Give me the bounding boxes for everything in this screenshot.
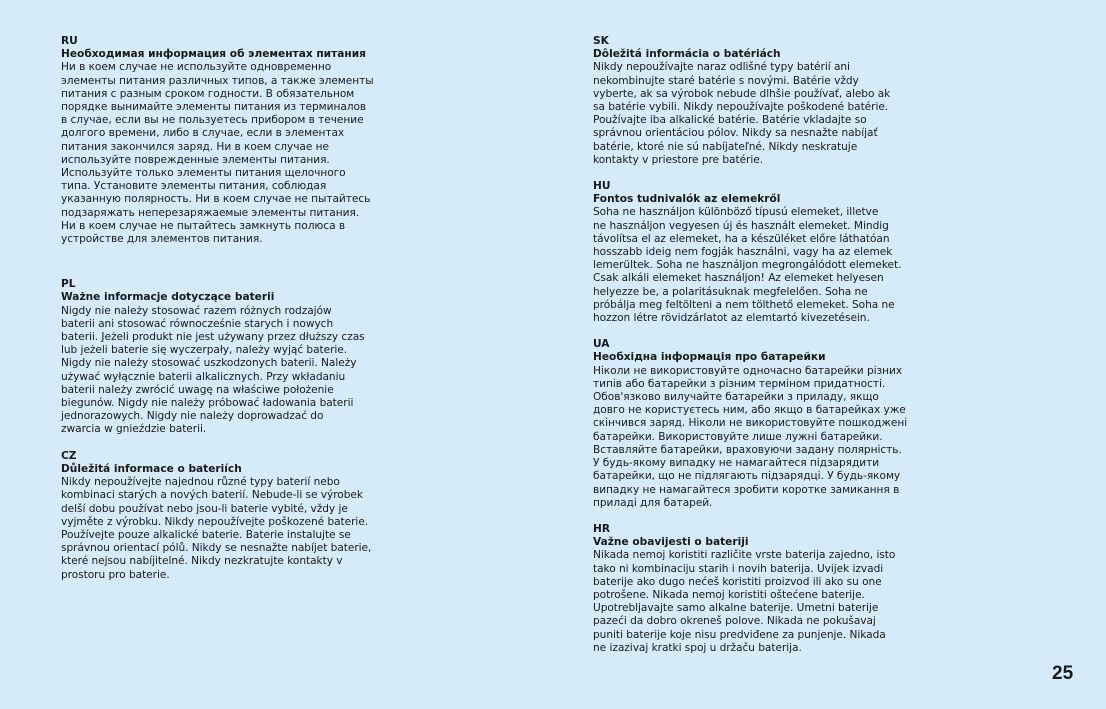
body-line: ne használjon vegyesen új és használt elemeket. Mindig xyxy=(593,219,889,232)
section-title: Необхідна інформація про батарейки xyxy=(593,351,826,364)
body-line: Nigdy nie należy stosować razem różnych rodzajów xyxy=(61,304,332,317)
section-ru xyxy=(61,35,441,246)
body-line: Upotrebljavajte samo alkalne baterije. Umetni baterije xyxy=(593,602,879,615)
body-line: указанную полярность. Ни в коем случае не пытайтесь xyxy=(61,193,371,206)
page-number: 25 xyxy=(1052,663,1074,684)
body-line: ne izazivaj kratki spoj u držaču baterija. xyxy=(593,641,802,654)
section-body xyxy=(61,305,441,437)
body-line: подзаряжать неперезаряжаемые элементы питания. xyxy=(61,206,360,219)
section-body xyxy=(593,365,973,510)
body-line: Nikdy nepoužívajte naraz odlišné typy batérií ani xyxy=(593,61,850,74)
body-line: довго не користуєтесь ним, або якщо в батарейках уже xyxy=(593,404,906,417)
right-column xyxy=(593,35,973,655)
section-ua xyxy=(593,338,973,510)
body-line: элементы питания различных типов, а также элементы xyxy=(61,74,374,87)
body-line: Используйте только элементы питания щелочного xyxy=(61,167,346,180)
body-line: батарейки, що не підлягають підзарядці. У будь-якому xyxy=(593,470,901,483)
body-line: У будь-якому випадку не намагайтеся підзарядити xyxy=(593,457,880,470)
section-body xyxy=(593,206,973,325)
body-line: kontakty v priestore pre batérie. xyxy=(593,153,764,166)
language-code: CZ xyxy=(61,449,77,462)
body-line: biegunów. Nigdy nie należy próbować ładowania baterii xyxy=(61,397,354,410)
body-line: Nikada nemoj koristiti različite vrste baterija zajedno, isto xyxy=(593,549,896,562)
section-title: Ważne informacje dotyczące baterii xyxy=(61,291,275,304)
language-code: HR xyxy=(593,522,611,535)
body-line: в случае, если вы не пользуетесь прибором в течение xyxy=(61,114,364,127)
body-line: питания закончился заряд. Ни в коем случае не xyxy=(61,140,329,153)
body-line: Ни в коем случае не используйте одновременно xyxy=(61,61,332,74)
body-line: hosszabb ideig nem fogják használni, vagy ha az elemek xyxy=(593,246,893,259)
body-line: Обов'язково вилучайте батарейки з приладу, якщо xyxy=(593,391,879,404)
section-pl xyxy=(61,278,441,436)
body-line: Používajte iba alkalické batérie. Batérie vkladajte so xyxy=(593,114,867,127)
section-title: Važne obavijesti o bateriji xyxy=(593,536,749,549)
body-line: které nejsou nabíjitelné. Nikdy nezkratujte kontakty v xyxy=(61,555,343,568)
section-cz xyxy=(61,450,441,582)
body-line: helyezze be, a polaritásuknak megfelelően. Soha ne xyxy=(593,285,868,298)
body-line: pazeći da dobro okreneš polove. Nikada ne pokušavaj xyxy=(593,615,876,628)
language-code: RU xyxy=(61,35,78,47)
body-line: nekombinujte staré batérie s novými. Batérie vždy xyxy=(593,74,859,87)
body-line: delší dobu používat nebo jsou-li baterie vybité, vždy je xyxy=(61,502,348,515)
body-line: prostoru pro baterie. xyxy=(61,568,170,581)
body-line: używać wyłącznie baterii alkalicznych. Przy wkładaniu xyxy=(61,370,346,383)
body-line: správnou orientací pólů. Nikdy se nesnažte nabíjet baterie, xyxy=(61,542,372,555)
body-line: sa batérie vybili. Nikdy nepoužívajte poškodené batérie. xyxy=(593,101,889,114)
body-line: Вставляйте батарейки, враховуючи задану полярність. xyxy=(593,443,902,456)
body-line: приладі для батарей. xyxy=(593,496,713,509)
body-line: vyjměte z výrobku. Nikdy nepoužívejte poškozené baterie. xyxy=(61,515,369,528)
body-line: kombinaci starých a nových baterií. Nebude-li se výrobek xyxy=(61,489,363,502)
body-line: távolítsa el az elemeket, ha a készüléket előre láthatóan xyxy=(593,232,890,245)
section-hr xyxy=(593,523,973,655)
section-title: Důležitá informace o bateriích xyxy=(61,462,242,475)
body-line: Ніколи не використовуйте одночасно батарейки різних xyxy=(593,364,903,377)
language-code: SK xyxy=(593,35,609,47)
body-line: baterii ani stosować równocześnie starych i nowych xyxy=(61,317,334,330)
body-line: lemerültek. Soha ne használjon megrongálódott elemeket. xyxy=(593,259,902,272)
body-line: lub jeżeli baterie się wyczerpały, należy wyjąć baterie. xyxy=(61,344,348,357)
section-body xyxy=(593,61,973,167)
body-line: batérie, ktoré nie sú nabíjateľné. Nikdy neskratuje xyxy=(593,140,858,153)
body-line: Nigdy nie należy stosować uszkodzonych baterii. Należy xyxy=(61,357,357,370)
section-body xyxy=(61,476,441,582)
body-line: Nikdy nepoužívejte najednou různé typy baterií nebo xyxy=(61,476,340,489)
body-line: baterii należy zwrócić uwagę na właściwe położenie xyxy=(61,383,334,396)
body-line: správnou orientáciou pólov. Nikdy sa nesnažte nabíjať xyxy=(593,127,878,140)
body-line: типів або батарейки з різним терміном придатності. xyxy=(593,377,886,390)
body-line: питания с разным сроком годности. В обязательном xyxy=(61,87,355,100)
body-line: используйте поврежденные элементы питания. xyxy=(61,153,330,166)
body-line: potrošene. Nikada nemoj koristiti oštećene baterije. xyxy=(593,588,865,601)
section-body xyxy=(593,549,973,655)
body-line: Ни в коем случае не пытайтесь замкнуть полюса в xyxy=(61,219,346,232)
body-line: tako ni kombinaciju starih i novih baterija. Uvijek izvadi xyxy=(593,562,884,575)
body-line: vyberte, ak sa výrobok nebude dlhšie používať, alebo ak xyxy=(593,87,891,100)
body-line: типа. Установите элементы питания, соблюдая xyxy=(61,180,327,193)
section-body xyxy=(61,61,441,246)
body-line: puniti baterije koje nisu predviđene za punjenje. Nikada xyxy=(593,628,886,641)
body-line: устройстве для элементов питания. xyxy=(61,233,263,246)
body-line: Csak alkáli elemeket használjon! Az elemeket helyesen xyxy=(593,272,884,285)
body-line: baterii. Jeżeli produkt nie jest używany przez dłuższy czas xyxy=(61,331,365,344)
body-line: baterije ako dugo nećeš koristiti proizvod ili ako su one xyxy=(593,575,882,588)
section-sk xyxy=(593,35,973,167)
body-line: zwarcia w gnieździe baterii. xyxy=(61,423,207,436)
body-line: випадку не намагайтеся зробити коротке замикання в xyxy=(593,483,900,496)
body-line: порядке вынимайте элементы питания из терминалов xyxy=(61,101,367,114)
body-line: батарейки. Використовуйте лише лужні батарейки. xyxy=(593,430,883,443)
body-line: Používejte pouze alkalické baterie. Baterie instalujte se xyxy=(61,528,351,541)
body-line: próbálja meg feltölteni a nem tölthető elemeket. Soha ne xyxy=(593,298,895,311)
left-column xyxy=(61,35,441,582)
body-line: hozzon létre rövidzárlatot az elemtartó kivezetésein. xyxy=(593,312,870,325)
body-line: jednorazowych. Nigdy nie należy doprowadzać do xyxy=(61,410,324,423)
body-line: Soha ne használjon különböző típusú elemeket, illetve xyxy=(593,206,879,219)
body-line: долгого времени, либо в случае, если в элементах xyxy=(61,127,345,140)
language-code: PL xyxy=(61,278,76,291)
section-title: Fontos tudnivalók az elemekről xyxy=(593,193,781,206)
section-title: Необходимая информация об элементах питания xyxy=(61,48,366,61)
language-code: UA xyxy=(593,338,610,351)
section-title: Dôležitá informácia o batériách xyxy=(593,48,781,61)
body-line: скінчився заряд. Ніколи не використовуйте пошкоджені xyxy=(593,417,908,430)
language-code: HU xyxy=(593,180,611,193)
section-hu xyxy=(593,180,973,325)
